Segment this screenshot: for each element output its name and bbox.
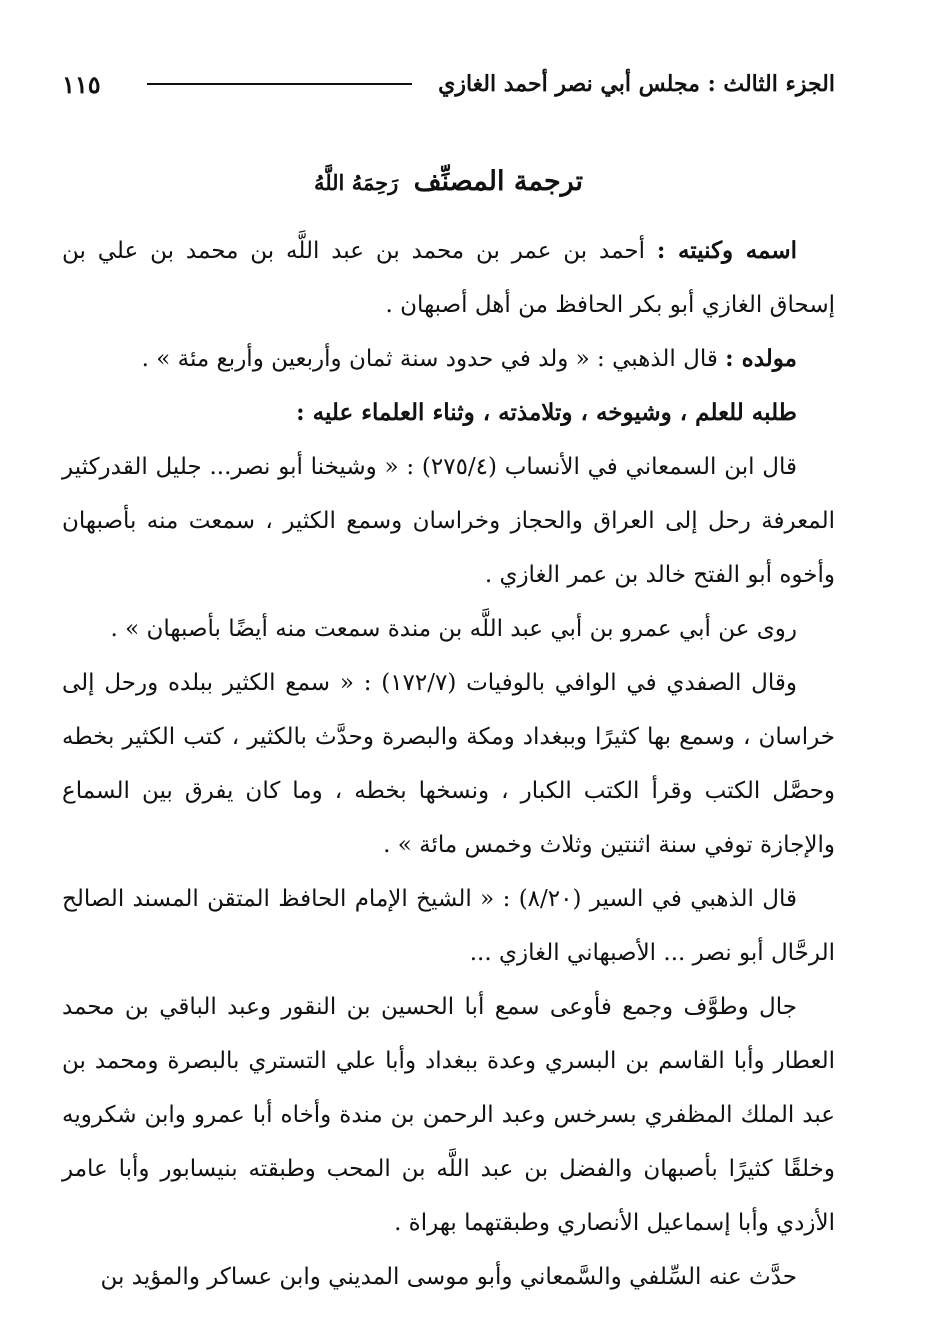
paragraph-samani-quote [62, 440, 835, 602]
paragraph-safadi-quote [62, 656, 835, 872]
paragraph-text: وقال الصفدي في الوافي بالوفيات (١٧٢/٧) : « سمع الكثير ببلده ورحل إلى خراسان ، وسمع بها كثيرًا وببغداد ومكة والبصرة وحدَّث بالكثير ، كتب الكثير بخطه وحصَّل الكتب وقرأ الكتب الكبار ، ونسخها بخطه ، وما كان يفرق بين السماع والإجازة توفي سنة اثنتين وثلاث وخمس مائة » . [62, 670, 835, 858]
section-title [62, 162, 835, 202]
header-rule [147, 83, 412, 85]
paragraph-lead: مولده : [725, 345, 797, 372]
running-header [62, 64, 835, 104]
title-honorific: رَحِمَهُ اللَّهُ [313, 170, 399, 195]
paragraph-samani-quote-cont [62, 602, 835, 656]
paragraph-lead: اسمه وكنيته : [656, 237, 797, 264]
paragraph-text: قال الذهبي في السير (٨/٢٠) : « الشيخ الإمام الحافظ المتقن المسند الصالح الرحَّال أبو نصر ... الأصبهاني الغازي ... [62, 886, 835, 966]
paragraph-students [62, 1250, 835, 1304]
paragraph-travels [62, 980, 835, 1250]
paragraph-lead: طلبه للعلم ، وشيوخه ، وتلامذته ، وثناء العلماء عليه : [296, 399, 797, 426]
paragraph-text: أحمد بن عمر بن محمد بن عبد اللَّه بن محمد بن علي بن إسحاق الغازي أبو بكر الحافظ من أهل أصبهان . [62, 238, 835, 318]
paragraph-text: قال ابن السمعاني في الأنساب (٢٧٥/٤) : « وشيخنا أبو نصر... جليل القدركثير المعرفة رحل إلى العراق والحجاز وخراسان وسمع الكثير ، سمعت منه بأصبهان وأخوه أبو الفتح خالد بن عمر الغازي . [62, 454, 835, 588]
paragraph-text: روى عن أبي عمرو بن أبي عبد اللَّه بن مندة سمعت منه أيضًا بأصبهان » . [110, 616, 797, 642]
paragraph-text: حدَّث عنه السِّلفي والسَّمعاني وأبو موسى المديني وابن عساكر والمؤيد بن [100, 1264, 797, 1290]
title-text: ترجمة المصنِّف [413, 166, 584, 197]
paragraph-name-kunya [62, 224, 835, 332]
paragraph-study-heading [62, 386, 835, 440]
body-text [62, 224, 835, 1304]
running-title: الجزء الثالث : مجلس أبي نصر أحمد الغازي [438, 71, 835, 97]
paragraph-text: جال وطوَّف وجمع فأوعى سمع أبا الحسين بن النقور وعبد الباقي بن محمد العطار وأبا القاسم بن البسري وعدة ببغداد وأبا علي التستري بالبصرة ومحمد بن عبد الملك المظفري بسرخس وعبد الرحمن بن مندة وأخاه أبا عمرو وابن شكرويه وخلقًا كثيرًا بأصبهان والفضل بن عبد اللَّه بن المحب وطبقته بنيسابور وأبا عامر الأزدي وأبا إسماعيل الأنصاري وطبقتهما بهراة . [62, 994, 835, 1236]
paragraph-text: قال الذهبي : « ولد في حدود سنة ثمان وأربعين وأربع مئة » . [141, 346, 726, 372]
paragraph-birth [62, 332, 835, 386]
page-number: ١١٥ [62, 69, 101, 99]
paragraph-dhahabi-quote [62, 872, 835, 980]
